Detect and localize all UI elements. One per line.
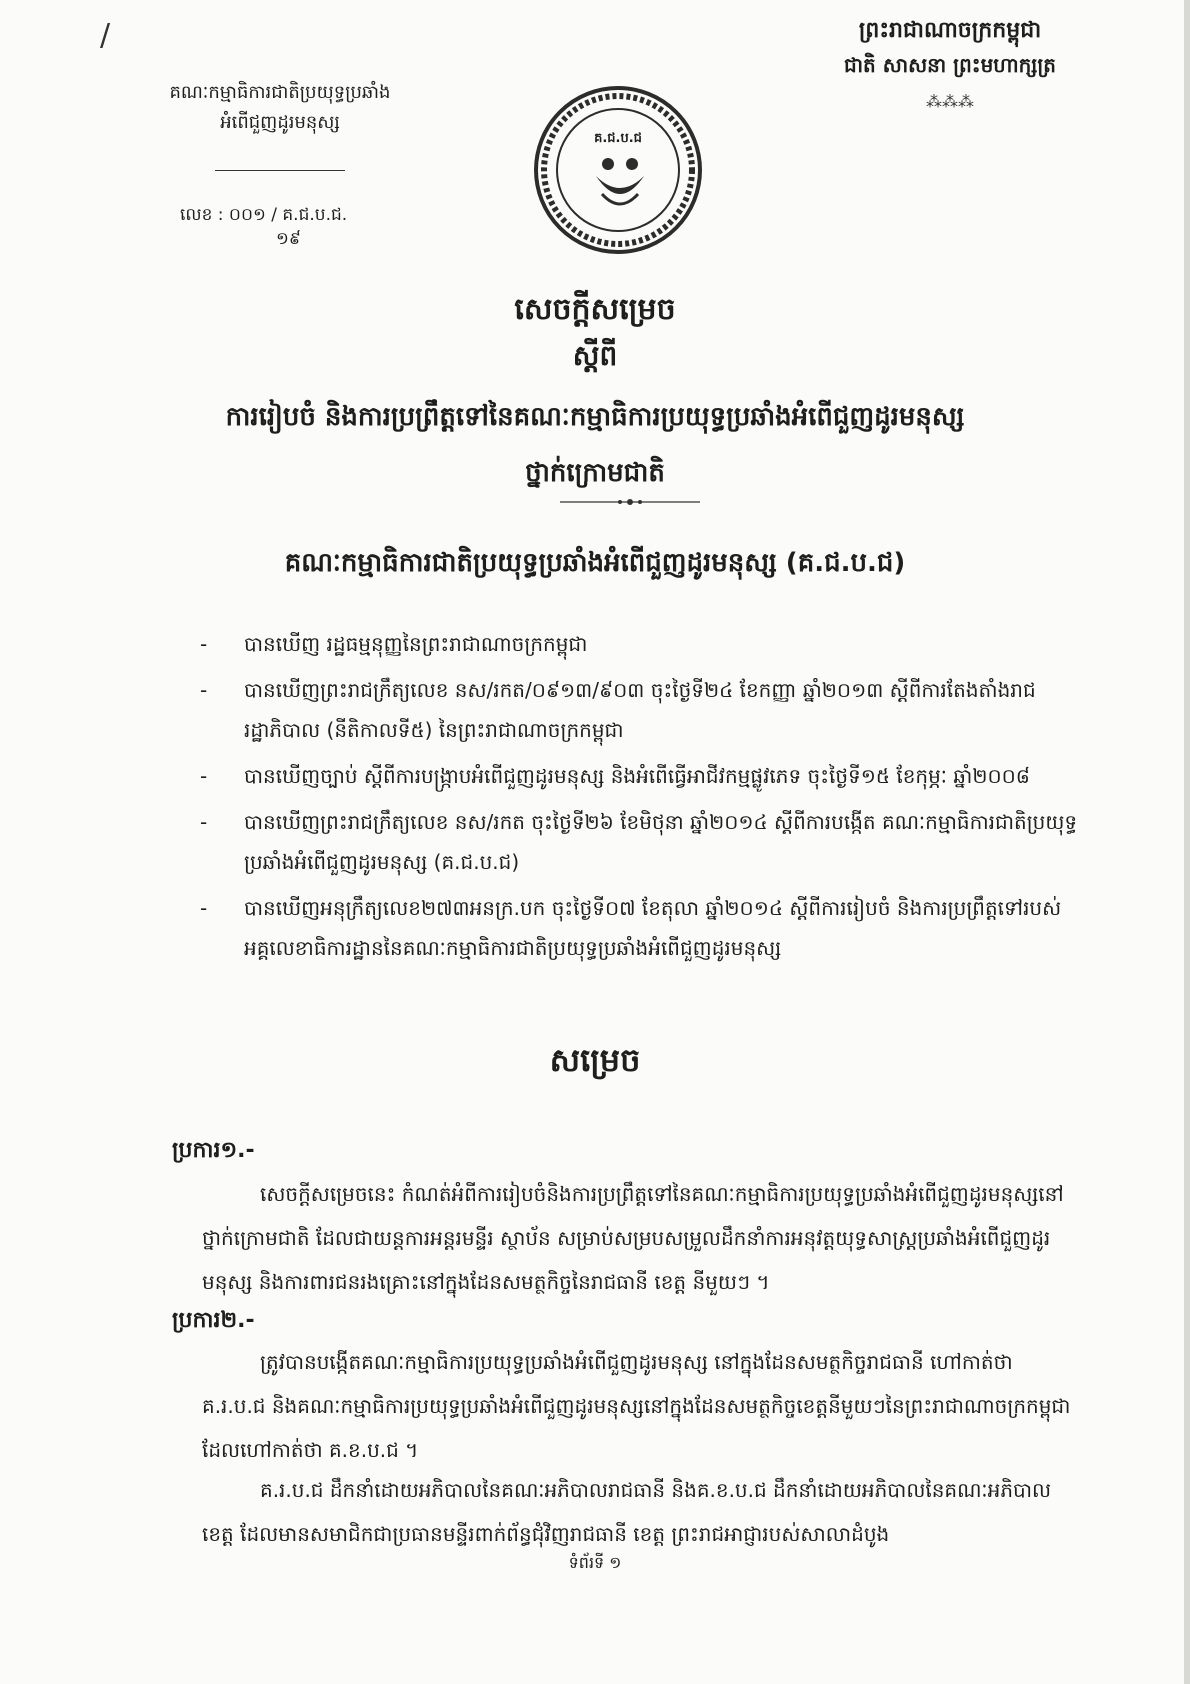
recital-item	[200, 670, 1080, 750]
article-2-paragraph-2: គ.រ.ប.ជ ដឹកនាំដោយអភិបាលនៃគណៈអភិបាលរាជធានី និងគ.ខ.ប.ជ ដឹកនាំដោយអភិបាលនៃគណៈអភិបាលខេត្ត ដែលមានសមាជិកជាប្រធានមន្ទីរពាក់ព័ន្ធជុំវិញរាជធានី ខេត្ត ព្រះរាជអាជ្ញារបស់សាលាដំបូង	[202, 1478, 1052, 1546]
document-title-about: ស្តីពី	[572, 339, 618, 372]
recital-text: បានឃើញព្រះរាជក្រឹត្យលេខ នស/រកត ចុះថ្ងៃទី២៦ ខែមិថុនា ឆ្នាំ២០១៤ ស្តីពីការបង្កើត គណៈកម្មាធិការជាតិប្រយុទ្ធប្រឆាំងអំពើជួញដូរមនុស្ស (គ.ជ.ប.ជ)	[244, 810, 1078, 874]
reference-suffix: ១៩	[276, 229, 301, 249]
org-divider	[215, 170, 345, 171]
org-name-line2: អំពើជួញដូរមនុស្ស	[220, 112, 340, 133]
recital-item	[200, 624, 1080, 664]
recital-dash: -	[200, 764, 208, 788]
seal-abbreviation: គ.ជ.ប.ជ	[594, 131, 642, 146]
document-subject-level: ថ្នាក់ក្រោមជាតិ	[525, 458, 665, 488]
recital-text: បានឃើញច្បាប់ ស្តីពីការបង្ក្រាបអំពើជួញដូរមនុស្ស និងអំពើធ្វើអាជីវកម្មផ្លូវភេទ ចុះថ្ងៃទី១៥ ខែកុម្ភៈ ឆ្នាំ២០០៨	[244, 764, 1030, 788]
scan-edge	[1184, 0, 1190, 1684]
article-1-text: សេចក្តីសម្រេចនេះ កំណត់អំពីការរៀបចំនិងការប្រព្រឹត្តទៅនៃគណៈកម្មាធិការប្រយុទ្ធប្រឆាំងអំពើជួញដូរមនុស្សនៅថ្នាក់ក្រោមជាតិ ដែលជាយន្តការអន្តរមន្ទីរ ស្ថាប័ន សម្រាប់សម្របសម្រួលដឹកនាំការអនុវត្តយុទ្ធសាស្ត្រប្រឆាំងអំពើជួញដូរមនុស្ស និងការពារជនរងគ្រោះនៅក្នុងដែនសមត្ថកិច្ចនៃរាជធានី ខេត្ត នីមួយៗ ។	[202, 1182, 1064, 1294]
recital-item	[200, 802, 1080, 882]
committee-seal-icon	[534, 86, 702, 254]
national-motto: ជាតិ សាសនា ព្រះមហាក្សត្រ	[844, 53, 1056, 77]
reference-number: លេខ : ០០១ / គ.ជ.ប.ជ.	[180, 205, 348, 225]
motto-ornament: ⁂⁂⁂	[926, 92, 974, 111]
recital-item	[200, 756, 1080, 796]
seal-inner-ring	[556, 108, 680, 232]
decision-heading: សម្រេច	[549, 1041, 641, 1079]
recital-text: បានឃើញ រដ្ឋធម្មនុញ្ញនៃព្រះរាជាណាចក្រកម្ពុជា	[244, 632, 588, 656]
recital-dash: -	[200, 896, 208, 920]
recitals-list	[200, 624, 1080, 974]
kingdom-heading: ព្រះរាជាណាចក្រកម្ពុជា	[858, 18, 1042, 43]
recital-dash: -	[200, 632, 208, 656]
article-2-paragraph-1: ត្រូវបានបង្កើតគណៈកម្មាធិការប្រយុទ្ធប្រឆាំងអំពើជួញដូរមនុស្ស នៅក្នុងដែនសមត្ថកិច្ចរាជធានី ហៅកាត់ថា គ.រ.ប.ជ និងគណៈកម្មាធិការប្រយុទ្ធប្រឆាំងអំពើជួញដូរមនុស្សនៅក្នុងដែនសមត្ថកិច្ចខេត្តនីមួយៗនៃព្រះរាជាណាចក្រកម្ពុជា ដែលហៅកាត់ថា គ.ខ.ប.ជ ។	[202, 1350, 1071, 1462]
issuing-organization	[130, 78, 430, 138]
recital-text: បានឃើញអនុក្រឹត្យលេខ២៧៣អនក្រ.បក ចុះថ្ងៃទី០៧ ខែតុលា ឆ្នាំ២០១៤ ស្តីពីការរៀបចំ និងការប្រព្រឹត្តទៅរបស់អគ្គលេខាធិការដ្ឋាននៃគណៈកម្មាធិការជាតិប្រយុទ្ធប្រឆាំងអំពើជួញដូរមនុស្ស	[244, 896, 1062, 960]
title-ornament-icon	[560, 496, 700, 508]
recital-dash: -	[200, 810, 208, 834]
committee-name: គណៈកម្មាធិការជាតិប្រយុទ្ធប្រឆាំងអំពើជួញដូរមនុស្ស (គ.ជ.ប.ជ)	[284, 548, 906, 578]
article-1-heading: ប្រការ១.-	[172, 1138, 255, 1163]
article-2-heading: ប្រការ២.-	[172, 1308, 255, 1333]
page-number: ទំព័រទី ១	[568, 1553, 622, 1572]
seal-emblem-icon	[592, 154, 648, 214]
handwritten-mark: /	[100, 18, 111, 53]
document-subject: ការរៀបចំ និងការប្រព្រឹត្តទៅនៃគណៈកម្មាធិការប្រយុទ្ធប្រឆាំងអំពើជួញដូរមនុស្ស	[225, 402, 965, 432]
document-title: សេចក្តីសម្រេច	[514, 292, 676, 327]
recital-item	[200, 888, 1080, 968]
recital-text: បានឃើញព្រះរាជក្រឹត្យលេខ នស/រកត/០៩១៣/៩០៣ ចុះថ្ងៃទី២៤ ខែកញ្ញា ឆ្នាំ២០១៣ ស្តីពីការតែងតាំងរាជរដ្ឋាភិបាល (នីតិកាលទី៥) នៃព្រះរាជាណាចក្រកម្ពុជា	[244, 678, 1036, 742]
org-name-line1: គណៈកម្មាធិការជាតិប្រយុទ្ធប្រឆាំង	[169, 82, 391, 103]
recital-dash: -	[200, 678, 208, 702]
